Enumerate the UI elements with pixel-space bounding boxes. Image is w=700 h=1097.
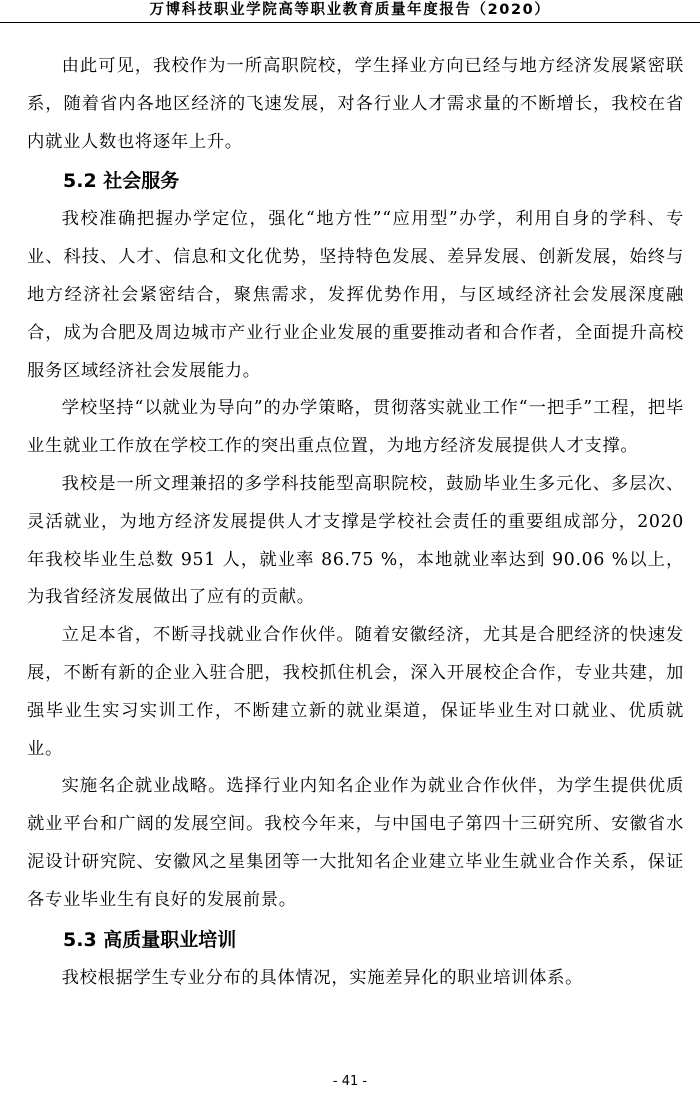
page-body <box>27 48 684 997</box>
section-5-2-paragraph-2: 学校坚持“以就业为导向”的办学策略，贯彻落实就业工作“一把手”工程，把毕业生就业工作放在学校工作的突出重点位置，为地方经济发展提供人才支撑。 <box>27 398 684 457</box>
running-header: 万博科技职业学院高等职业教育质量年度报告（2020） <box>0 0 700 23</box>
section-5-3-paragraph-1: 我校根据学生专业分布的具体情况，实施差异化的职业培训体系。 <box>61 967 584 988</box>
section-5-2-paragraph-3: 我校是一所文理兼招的多学科技能型高职院校，鼓励毕业生多元化、多层次、灵活就业，为地方经济发展提供人才支撑是学校社会责任的重要组成部分，2020 年我校毕业生总数 951 人，就业率 86.75 %，本地就业率达到 90.06 %以上，为我省经济发展做出了应有的贡献。 <box>27 473 684 608</box>
intro-paragraph: 由此可见，我校作为一所高职院校，学生择业方向已经与地方经济发展紧密联系，随着省内各地区经济的飞速发展，对各行业人才需求量的不断增长，我校在省内就业人数也将逐年上升。 <box>27 56 684 152</box>
section-heading-5-3: 5.3 高质量职业培训 <box>63 928 237 951</box>
section-5-2-paragraph-5: 实施名企就业战略。选择行业内知名企业作为就业合作伙伴，为学生提供优质就业平台和广阔的发展空间。我校今年来，与中国电子第四十三研究所、安徽省水泥设计研究院、安徽风之星集团等一大批知名企业建立毕业生就业合作关系，保证各专业毕业生有良好的发展前景。 <box>27 776 684 910</box>
section-heading-5-2: 5.2 社会服务 <box>63 170 180 193</box>
section-5-2-paragraph-1: 我校准确把握办学定位，强化“地方性”“应用型”办学，利用自身的学科、专业、科技、人才、信息和文化优势，坚持特色发展、差异发展、创新发展，始终与地方经济社会紧密结合，聚焦需求，发挥优势作用，与区域经济社会发展深度融合，成为合肥及周边城市产业行业企业发展的重要推动者和合作者，全面提升高校服务区域经济社会发展能力。 <box>27 209 684 381</box>
page-number: - 41 - <box>332 1074 368 1089</box>
section-5-2-paragraph-4: 立足本省，不断寻找就业合作伙伴。随着安徽经济，尤其是合肥经济的快速发展，不断有新的企业入驻合肥，我校抓住机会，深入开展校企合作，专业共建，加强毕业生实习实训工作，不断建立新的就业渠道，保证毕业生对口就业、优质就业。 <box>27 625 684 759</box>
